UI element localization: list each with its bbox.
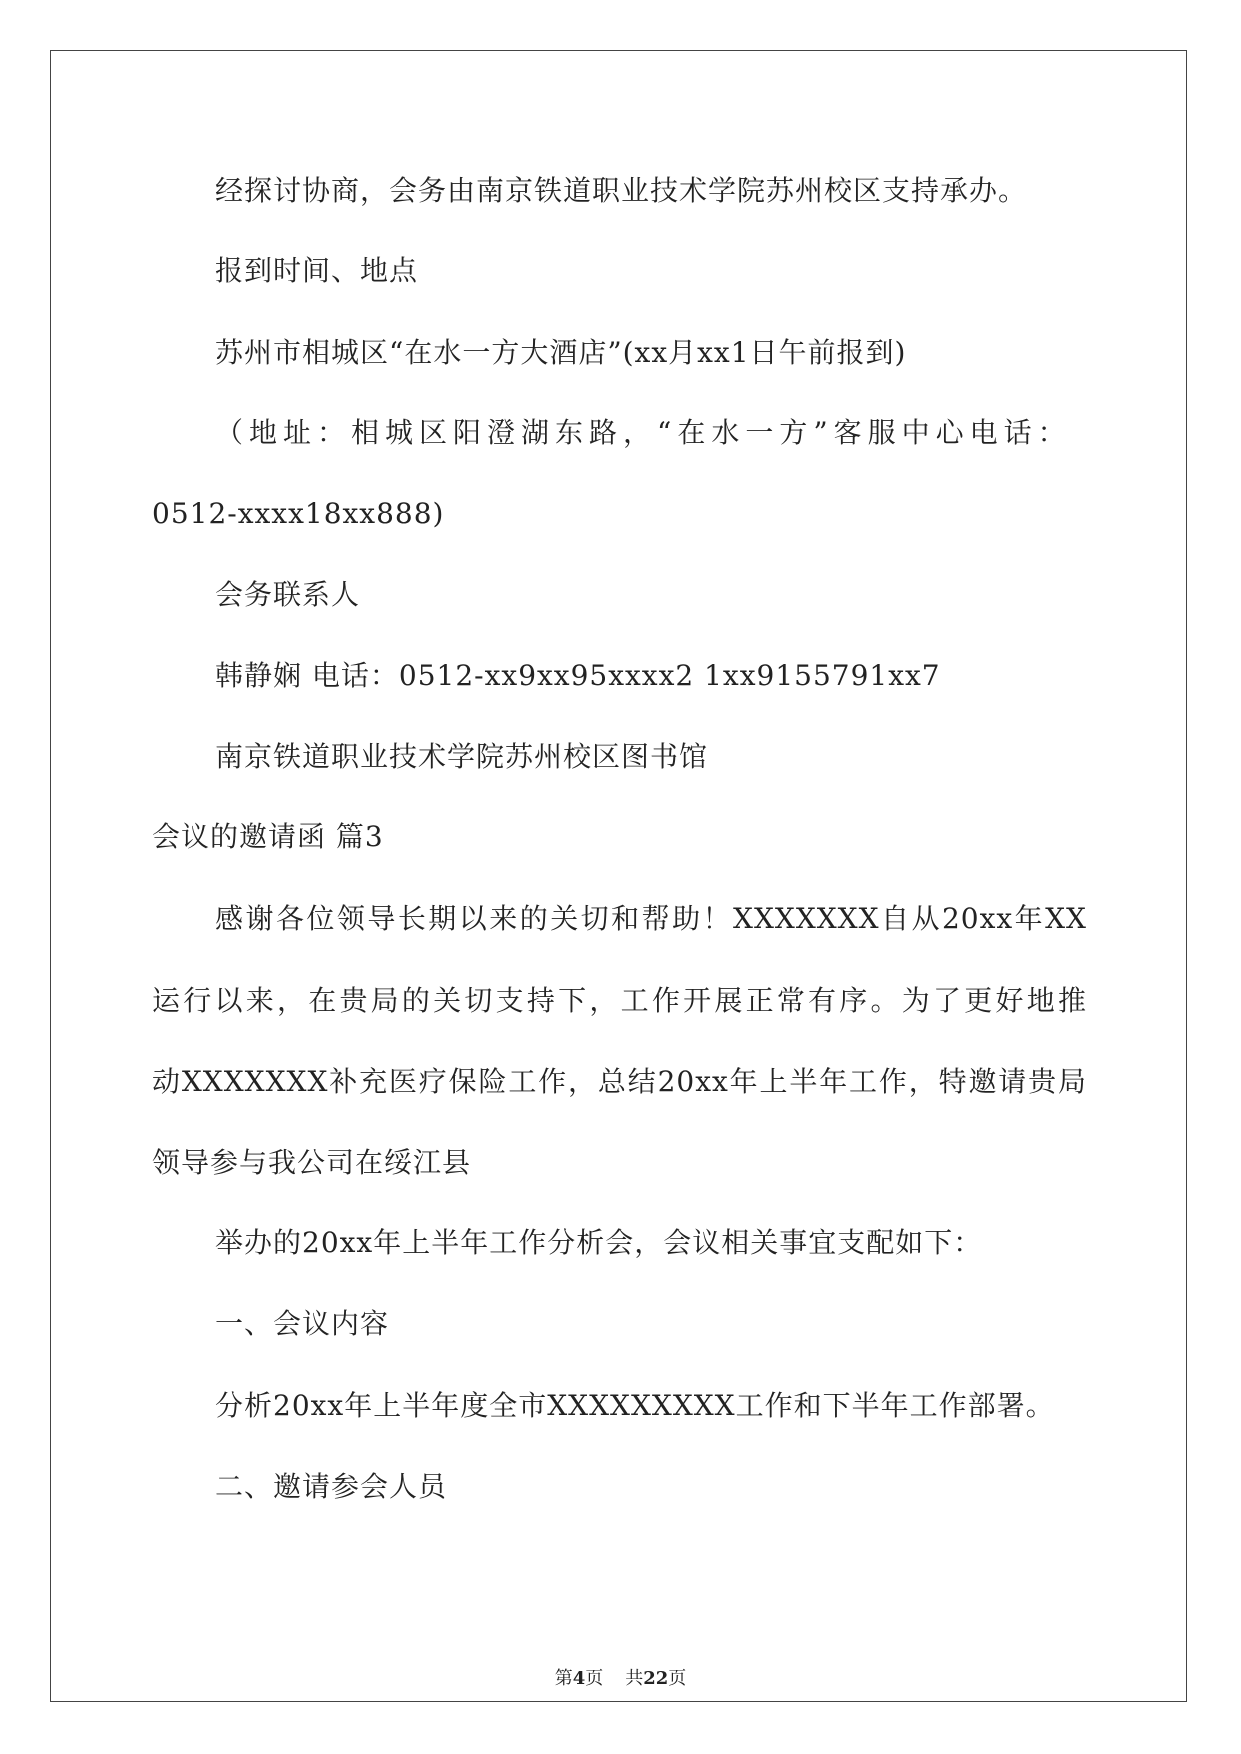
paragraph-leaders: 领导参与我公司在绥江县 bbox=[152, 1146, 472, 1179]
footer-page-number: 4 bbox=[572, 1668, 586, 1689]
paragraph-contact-heading: 会务联系人 bbox=[215, 578, 361, 611]
paragraph-hotel-location: 苏州市相城区“在水一方大酒店”(xx月xx1日午前报到) bbox=[215, 336, 907, 369]
footer-total-pages: 22 bbox=[643, 1668, 669, 1689]
paragraph-library: 南京铁道职业技术学院苏州校区图书馆 bbox=[215, 740, 709, 773]
footer-page-prefix: 第 bbox=[554, 1668, 573, 1689]
paragraph-service-phone: 0512-xxxx18xx888) bbox=[152, 497, 445, 530]
paragraph-thanks: 感谢各位领导长期以来的关切和帮助！XXXXXXX自从20xx年XX bbox=[215, 902, 1087, 935]
heading-invited-attendees: 二、邀请参会人员 bbox=[215, 1470, 448, 1503]
page-border bbox=[50, 50, 1187, 1702]
paragraph-registration-heading: 报到时间、地点 bbox=[215, 254, 419, 287]
paragraph-contact-person: 韩静娴 电话：0512-xx9xx95xxxx2 1xx9155791xx7 bbox=[215, 659, 941, 692]
page-footer bbox=[0, 1664, 1241, 1690]
footer-total-prefix: 共 bbox=[625, 1668, 644, 1689]
paragraph-meeting-arrangement: 举办的20xx年上半年工作分析会，会议相关事宜支配如下： bbox=[215, 1226, 983, 1259]
footer-page-suffix: 页 bbox=[585, 1668, 604, 1689]
section-title-invitation-3: 会议的邀请函 篇3 bbox=[152, 820, 384, 853]
paragraph-host-unit: 经探讨协商，会务由南京铁道职业技术学院苏州校区支持承办。 bbox=[215, 174, 1028, 207]
paragraph-address: （地址：相城区阳澄湖东路，“在水一方”客服中心电话： bbox=[215, 416, 1072, 449]
paragraph-operation: 运行以来，在贵局的关切支持下，工作开展正常有序。为了更好地推 bbox=[152, 984, 1087, 1017]
heading-meeting-content: 一、会议内容 bbox=[215, 1307, 390, 1340]
footer-total-suffix: 页 bbox=[668, 1668, 687, 1689]
paragraph-analysis: 分析20xx年上半年度全市XXXXXXXXX工作和下半年工作部署。 bbox=[215, 1389, 1055, 1422]
paragraph-promote: 动XXXXXXX补充医疗保险工作，总结20xx年上半年工作，特邀请贵局 bbox=[152, 1065, 1087, 1098]
